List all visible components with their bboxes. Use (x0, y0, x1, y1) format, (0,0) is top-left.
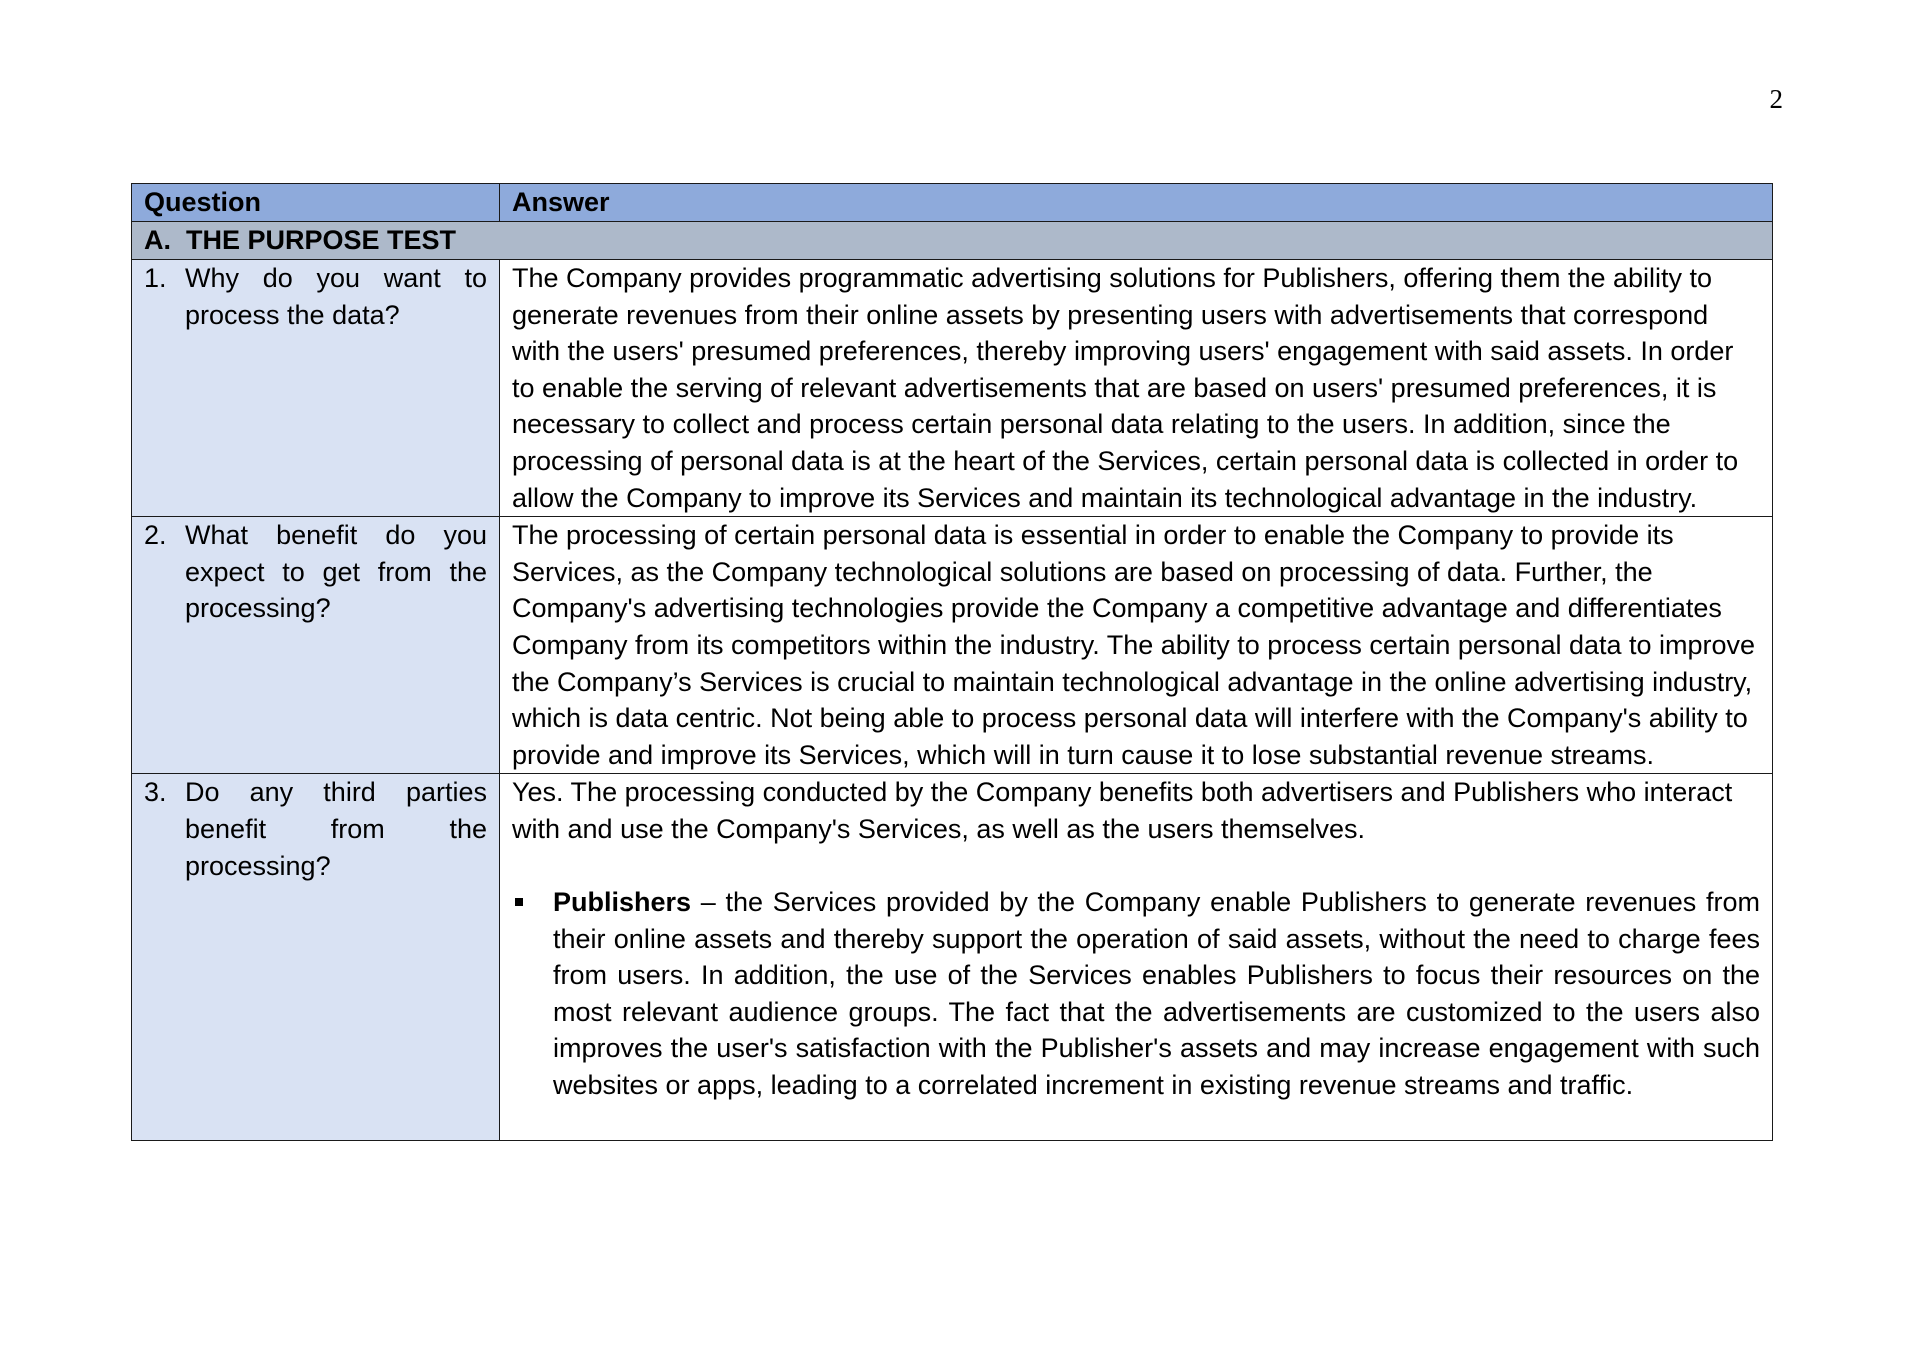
question-text: What benefit do you expect to get from the processing? (185, 520, 487, 624)
answer-text: The Company provides programmatic advertising solutions for Publishers, offering them the ability to generate revenues from their online assets by presenting users with advertisements that correspond with the users' presumed preferences, thereby improving users' engagement with said assets. In order to enable the serving of relevant advertisements that are based on users' presumed preferences, it is necessary to collect and process certain personal data relating to the users. In addition, since the processing of personal data is at the heart of the Services, certain personal data is collected in order to allow the Company to improve its Services and maintain its technological advantage in the industry. (512, 263, 1739, 513)
answer-text: The processing of certain personal data is essential in order to enable the Company to provide its Services, as the Company technological solutions are based on processing of data. Further, the Company's advertising technologies provide the Company a competitive advantage and differentiates Company from its competitors within the industry. The ability to process certain personal data to improve the Company’s Services is crucial to maintain technological advantage in the online advertising industry, which is data centric. Not being able to process personal data will interfere with the Company's ability to provide and improve its Services, which will in turn cause it to lose substantial revenue streams. (512, 520, 1756, 770)
answer-cell (500, 517, 1773, 774)
section-title: THE PURPOSE TEST (186, 225, 457, 255)
question-cell (132, 774, 500, 1141)
question-cell (132, 260, 500, 517)
table-row (132, 517, 1773, 774)
header-answer: Answer (500, 184, 1773, 222)
section-row (132, 222, 1773, 260)
answer-text: Yes. The processing conducted by the Company benefits both advertisers and Publishers who interact with and use the Company's Services, as well as the users themselves. (512, 777, 1733, 844)
question-cell (132, 517, 500, 774)
paragraph-spacer (512, 848, 1760, 885)
page-number: 2 (1769, 84, 1783, 114)
header-question: Question (132, 184, 500, 222)
square-bullet-icon (512, 884, 553, 1104)
question-number: 3. (144, 777, 167, 808)
bullet-item (512, 884, 1760, 1104)
bullet-body (553, 884, 1760, 1104)
answer-cell (500, 260, 1773, 517)
bullet-text: – the Services provided by the Company enable Publishers to generate revenues from their online assets and thereby support the operation of said assets, without the need to charge fees from users. In addition, the use of the Services enables Publishers to focus their resources on the most relevant audience groups. The fact that the advertisements are customized to the users also improves the user's satisfaction with the Publisher's assets and may increase engagement with such websites or apps, leading to a correlated increment in existing revenue streams and traffic. (553, 887, 1760, 1101)
question-text: Why do you want to process the data? (185, 263, 487, 330)
section-heading (132, 222, 1773, 260)
table-row (132, 260, 1773, 517)
answer-cell (500, 774, 1773, 1141)
table-row (132, 774, 1773, 1141)
section-letter: A. (144, 225, 171, 255)
question-number: 2. (144, 520, 167, 551)
legitimate-interest-table (131, 183, 1773, 1141)
bullet-title: Publishers (553, 887, 692, 918)
question-text: Do any third parties benefit from the processing? (185, 777, 487, 881)
table-header-row (132, 184, 1773, 222)
question-number: 1. (144, 263, 167, 293)
